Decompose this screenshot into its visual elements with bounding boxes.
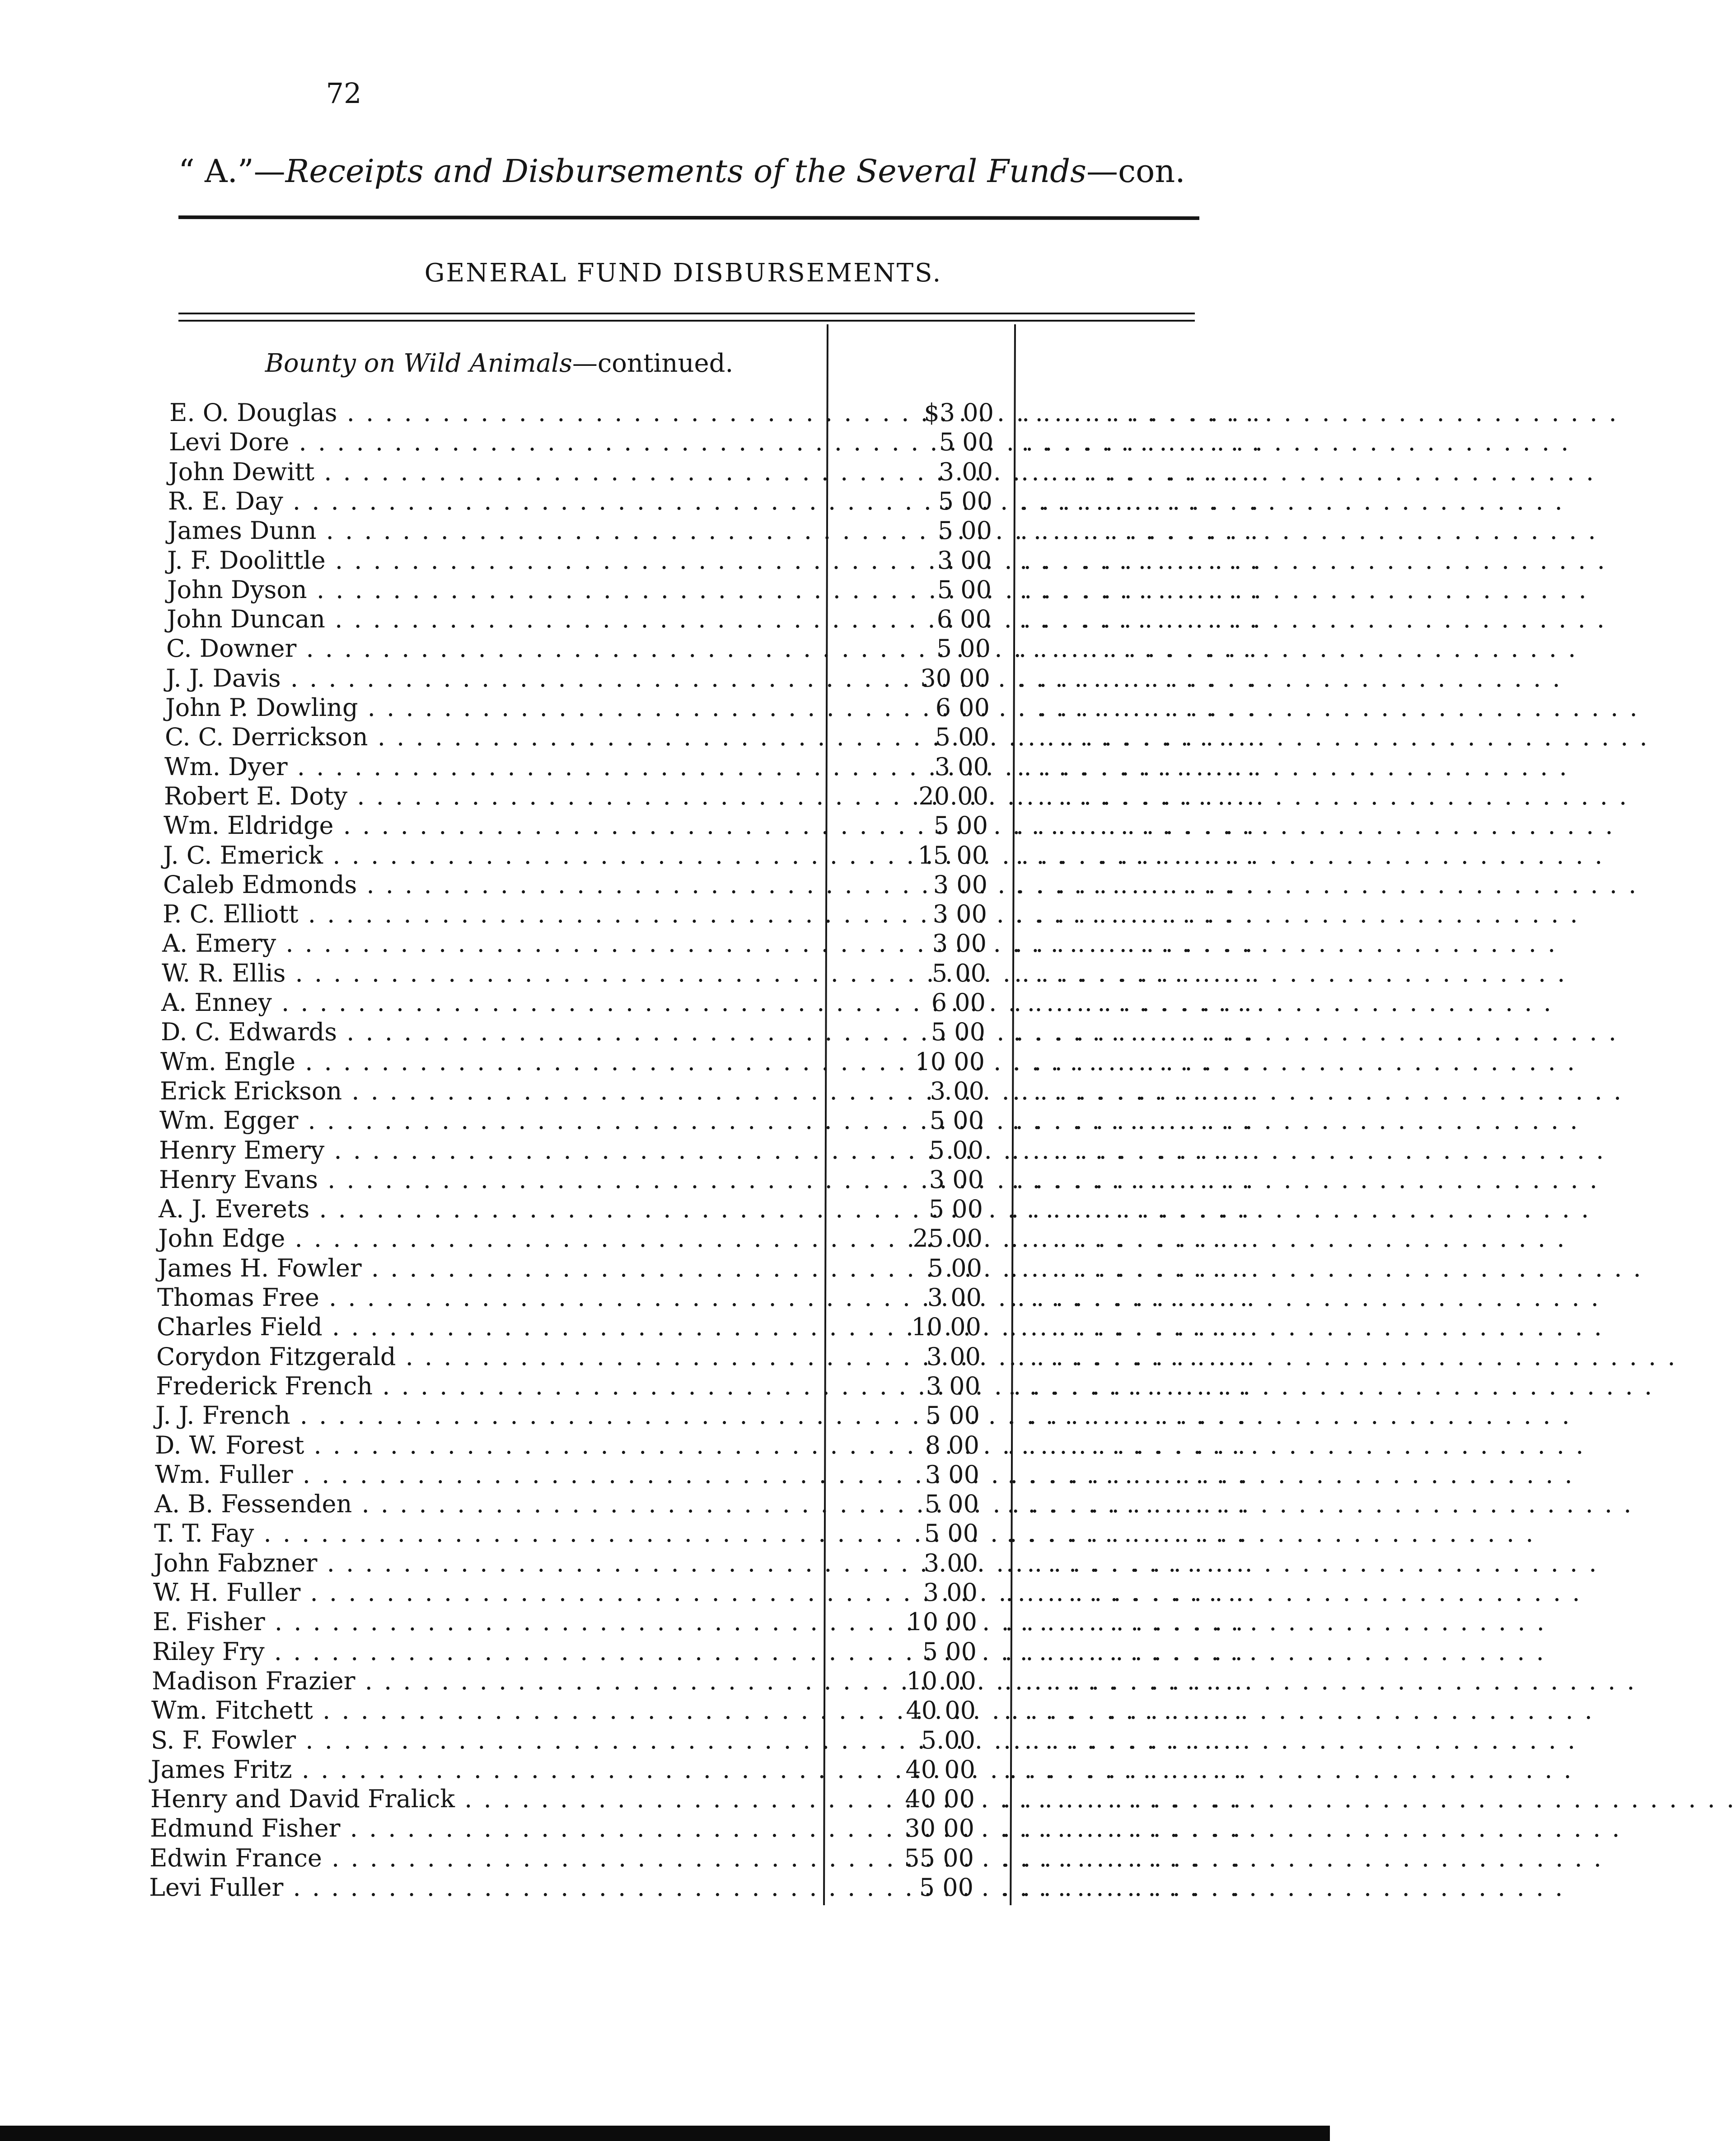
blank-column-leaders: . . . . . . . . . . . . bbox=[1017, 753, 1258, 781]
payment-amount: 5 00 bbox=[939, 428, 993, 456]
blank-column-leaders: . . . . . . . . . . . . bbox=[1019, 634, 1259, 663]
payee-name: A. B. Fessenden . . . bbox=[154, 1490, 810, 1519]
blank-column-leaders: . . . . . . . . . . . . bbox=[1021, 428, 1262, 456]
payee-name: J. C. Emerick . . . bbox=[163, 841, 818, 870]
payee-name: C. C. Derrickson . . . bbox=[165, 723, 820, 752]
blank-column-leaders: . . . . . . . . . . . . bbox=[1015, 929, 1255, 958]
payment-amount: 10 00 bbox=[911, 1313, 981, 1341]
payment-amount: 5 00 bbox=[929, 1106, 984, 1135]
payee-name: Robert E. Doty . . . bbox=[164, 782, 819, 811]
payment-amount: 6 00 bbox=[935, 693, 990, 722]
page-heading bbox=[178, 153, 1195, 190]
payment-amount: 3 00 bbox=[926, 1372, 980, 1400]
blank-column-leaders: . . . . . . . . . . . . bbox=[1003, 1726, 1244, 1754]
payee-name: Wm. Fitchett . . . bbox=[151, 1696, 806, 1725]
heading-title: Receipts and Disbursements of the Several Funds bbox=[285, 153, 1086, 190]
payee-name: Wm. Eldridge . . . bbox=[164, 811, 819, 840]
blank-column-leaders: . . . . . . . . . . . . bbox=[1009, 1313, 1250, 1341]
page-edge bbox=[0, 2126, 1330, 2141]
payment-amount: 3 00 bbox=[932, 900, 987, 928]
blank-column-leaders: . . . . . . . . . . . . bbox=[1008, 1372, 1249, 1400]
payee-name: James H. Fowler . . . bbox=[158, 1254, 813, 1283]
payee-name: Wm. Engle . . . bbox=[160, 1047, 815, 1076]
blank-column-leaders: . . . . . . . . . . . . bbox=[1011, 1136, 1252, 1164]
heading-rule bbox=[178, 215, 1199, 220]
payment-amount: 3 00 bbox=[927, 1283, 982, 1312]
payee-name: Henry and David Fralick . . . bbox=[150, 1785, 805, 1814]
payment-amount: 3 00 bbox=[932, 929, 987, 958]
payment-amount: $3 00 bbox=[924, 398, 994, 427]
payee-name: John Dewitt . . . bbox=[168, 458, 824, 486]
payee-name: D. W. Forest . . . bbox=[155, 1431, 810, 1460]
payment-amount: 3 00 bbox=[938, 458, 993, 486]
blank-column-leaders: . . . . . . . . . . . . bbox=[1004, 1696, 1245, 1725]
payee-name: W. H. Fuller . . . bbox=[153, 1578, 808, 1607]
subheading-suffix: —continued. bbox=[572, 349, 734, 378]
blank-column-leaders: . . . . . . . . . . . . bbox=[1006, 1549, 1247, 1577]
payee-name: Wm. Dyer . . . bbox=[164, 753, 819, 781]
payment-amount: 5 00 bbox=[935, 723, 989, 751]
payment-amount: 55 00 bbox=[904, 1844, 974, 1872]
payee-name: J. F. Doolittle . . . bbox=[167, 546, 822, 575]
blank-column-leaders: . . . . . . . . . . . . bbox=[1010, 1283, 1250, 1312]
blank-column-leaders: . . . . . . . . . . . . bbox=[1008, 1401, 1249, 1430]
payment-amount: 5 00 bbox=[933, 811, 988, 840]
blank-column-leaders: . . . . . . . . . . . . bbox=[1020, 516, 1261, 545]
blank-column-leaders: . . . . . . . . . . . . bbox=[1021, 458, 1262, 486]
payment-amount: 5 00 bbox=[937, 516, 992, 545]
payment-amount: 3 00 bbox=[923, 1549, 978, 1577]
blank-column-leaders: . . . . . . . . . . . . bbox=[1007, 1490, 1248, 1518]
blank-column-leaders: . . . . . . . . . . . . bbox=[1014, 988, 1254, 1017]
payment-amount: 6 00 bbox=[931, 988, 986, 1017]
blank-column-leaders: . . . . . . . . . . . . bbox=[1018, 693, 1259, 722]
payment-amount: 5 00 bbox=[922, 1637, 977, 1666]
blank-column-leaders: . . . . . . . . . . . . bbox=[1002, 1814, 1243, 1842]
blank-column-leaders: . . . . . . . . . . . . bbox=[1007, 1431, 1248, 1459]
blank-column-leaders: . . . . . . . . . . . . bbox=[1011, 1195, 1252, 1223]
blank-column-leaders: . . . . . . . . . . . . bbox=[1016, 811, 1257, 840]
payment-amount: 8 00 bbox=[925, 1431, 979, 1459]
payee-name: John P. Dowling . . . bbox=[165, 693, 820, 722]
payee-name: Henry Emery . . . bbox=[159, 1136, 814, 1165]
payee-name: Caleb Edmonds . . . bbox=[163, 870, 818, 899]
blank-column-leaders: . . . . . . . . . . . . bbox=[1019, 605, 1260, 633]
payee-name: C. Downer . . . bbox=[166, 634, 821, 663]
heading-suffix: —con. bbox=[1086, 153, 1185, 190]
double-rule-top bbox=[178, 313, 1195, 314]
blank-column-leaders: . . . . . . . . . . . . bbox=[1006, 1578, 1246, 1607]
blank-column-leaders: . . . . . . . . . . . . bbox=[1020, 575, 1260, 604]
blank-column-leaders: . . . . . . . . . . . . bbox=[1012, 1077, 1253, 1105]
blank-column-leaders: . . . . . . . . . . . . bbox=[1015, 900, 1256, 928]
payment-amount: 5 00 bbox=[937, 575, 992, 604]
payment-amount: 40 00 bbox=[906, 1696, 976, 1725]
payment-amount: 25 00 bbox=[912, 1224, 983, 1253]
payee-name: Thomas Free . . . bbox=[157, 1283, 812, 1312]
subheading-title: Bounty on Wild Animals bbox=[265, 349, 572, 378]
payee-name: Levi Dore . . . bbox=[169, 428, 824, 457]
payee-name: J. J. French . . . bbox=[155, 1401, 810, 1430]
blank-column-leaders: . . . . . . . . . . . . bbox=[1003, 1785, 1244, 1813]
payee-name: E. Fisher . . . bbox=[153, 1608, 808, 1636]
payee-name: T. T. Fay . . . bbox=[154, 1519, 809, 1548]
blank-column-leaders: . . . . . . . . . . . . bbox=[1004, 1667, 1245, 1695]
blank-column-leaders: . . . . . . . . . . . . bbox=[1012, 1106, 1253, 1135]
payee-name: Levi Fuller . . . bbox=[149, 1873, 804, 1902]
blank-column-leaders: . . . . . . . . . . . . bbox=[1018, 664, 1259, 692]
payee-name: James Dunn . . . bbox=[168, 516, 823, 545]
payee-name: Corydon Fitzgerald . . . bbox=[156, 1342, 811, 1371]
blank-column-leaders: . . . . . . . . . . . . bbox=[1003, 1755, 1244, 1784]
blank-column-leaders: . . . . . . . . . . . . bbox=[1011, 1165, 1252, 1194]
payment-amount: 5 00 bbox=[936, 634, 991, 663]
blank-column-leaders: . . . . . . . . . . . . bbox=[1013, 1047, 1254, 1076]
payment-amount: 3 00 bbox=[933, 870, 987, 899]
blank-column-leaders: . . . . . . . . . . . . bbox=[1009, 1342, 1249, 1371]
payee-name: Henry Evans . . . bbox=[159, 1165, 814, 1194]
payee-name: Charles Field . . . bbox=[157, 1313, 812, 1342]
payee-name: J. J. Davis . . . bbox=[166, 664, 821, 693]
payment-amount: 6 00 bbox=[936, 605, 991, 633]
payment-amount: 3 00 bbox=[937, 546, 992, 575]
payment-amount: 5 00 bbox=[938, 487, 992, 515]
payment-amount: 3 00 bbox=[930, 1077, 984, 1105]
blank-column-leaders: . . . . . . . . . . . . bbox=[1013, 1018, 1254, 1046]
section-title: GENERAL FUND DISBURSEMENTS. bbox=[424, 258, 942, 288]
payment-amount: 5 00 bbox=[924, 1490, 979, 1518]
payment-amount: 3 00 bbox=[929, 1165, 983, 1194]
payee-name: D. C. Edwards . . . bbox=[161, 1018, 816, 1047]
payee-name: Edmund Fisher . . . bbox=[150, 1814, 805, 1843]
payee-name: John Dyson . . . bbox=[167, 575, 822, 604]
payment-amount: 30 00 bbox=[904, 1814, 974, 1842]
blank-column-leaders: . . . . . . . . . . . . bbox=[1010, 1254, 1251, 1282]
payee-name: John Duncan . . . bbox=[167, 605, 822, 634]
payment-amount: 10 00 bbox=[915, 1047, 985, 1076]
payee-name: R. E. Day . . . bbox=[168, 487, 823, 516]
page-number: 72 bbox=[326, 77, 362, 110]
blank-column-leaders: . . . . . . . . . . . . bbox=[1014, 959, 1255, 987]
payment-amount: 3 00 bbox=[923, 1578, 978, 1607]
payee-name: A. Enney . . . bbox=[161, 988, 816, 1017]
payee-name: A. Emery . . . bbox=[162, 929, 817, 958]
payee-name: W. R. Ellis . . . bbox=[162, 959, 817, 988]
double-rule-bottom bbox=[178, 320, 1195, 322]
payee-name: James Fritz . . . bbox=[151, 1755, 806, 1784]
blank-column-leaders: . . . . . . . . . . . . bbox=[1016, 782, 1257, 810]
payee-name: Madison Frazier . . . bbox=[152, 1667, 807, 1696]
payment-amount: 5 00 bbox=[929, 1136, 983, 1164]
payment-amount: 10 00 bbox=[906, 1667, 976, 1695]
blank-column-leaders: . . . . . . . . . . . . bbox=[1020, 487, 1261, 515]
payee-name: Wm. Fuller . . . bbox=[155, 1460, 810, 1489]
payment-amount: 10 00 bbox=[907, 1608, 977, 1636]
heading-prefix: “ A.”— bbox=[178, 153, 285, 190]
blank-column-leaders: . . . . . . . . . . . . bbox=[1015, 841, 1256, 869]
blank-column-leaders: . . . . . . . . . . . . bbox=[1015, 870, 1256, 899]
blank-column-leaders: . . . . . . . . . . . . bbox=[1005, 1637, 1245, 1666]
payee-name: A. J. Everets . . . bbox=[159, 1195, 814, 1224]
payment-amount: 5 00 bbox=[924, 1519, 978, 1547]
payee-name: S. F. Fowler . . . bbox=[151, 1726, 806, 1755]
payment-amount: 5 00 bbox=[921, 1726, 975, 1754]
payee-name: John Fabzner . . . bbox=[154, 1549, 809, 1578]
blank-column-leaders: . . . . . . . . . . . . bbox=[1007, 1460, 1248, 1489]
payment-amount: 5 00 bbox=[927, 1254, 982, 1282]
blank-column-leaders: . . . . . . . . . . . . bbox=[1002, 1844, 1243, 1872]
payee-name: P. C. Elliott . . . bbox=[163, 900, 818, 929]
payment-amount: 5 00 bbox=[928, 1195, 983, 1223]
payee-name: John Edge . . . bbox=[158, 1224, 813, 1253]
payment-amount: 40 00 bbox=[905, 1755, 975, 1784]
blank-column-leaders: . . . . . . . . . . . . bbox=[1020, 546, 1260, 575]
blank-column-leaders: . . . . . . . . . . . . bbox=[1022, 398, 1263, 427]
payment-amount: 3 00 bbox=[934, 753, 989, 781]
payment-amount: 5 00 bbox=[925, 1401, 980, 1430]
payment-amount: 3 00 bbox=[925, 1460, 979, 1489]
table-subheading bbox=[178, 349, 820, 378]
blank-column-leaders: . . . . . . . . . . . . bbox=[1001, 1873, 1242, 1902]
payment-amount: 5 00 bbox=[931, 959, 986, 987]
blank-column-leaders: . . . . . . . . . . . . bbox=[1005, 1608, 1246, 1636]
blank-column-leaders: . . . . . . . . . . . . bbox=[1017, 723, 1258, 751]
payment-amount: 20 00 bbox=[918, 782, 988, 810]
blank-column-leaders: . . . . . . . . . . . . bbox=[1011, 1224, 1251, 1253]
payee-name: Wm. Egger . . . bbox=[159, 1106, 814, 1135]
payment-amount: 30 00 bbox=[920, 664, 990, 692]
payment-amount: 15 00 bbox=[917, 841, 987, 869]
payment-amount: 5 00 bbox=[931, 1018, 985, 1046]
blank-column-leaders: . . . . . . . . . . . . bbox=[1006, 1519, 1247, 1547]
payee-name: Frederick French . . . bbox=[156, 1372, 811, 1401]
payment-amount: 5 00 bbox=[919, 1873, 973, 1902]
payment-amount: 3 00 bbox=[926, 1342, 981, 1371]
payee-name: Edwin France . . . bbox=[150, 1844, 805, 1873]
payment-amount: 40 00 bbox=[905, 1785, 975, 1813]
payee-name: Riley Fry . . . bbox=[152, 1637, 807, 1666]
payee-name: E. O. Douglas . . . bbox=[169, 398, 824, 427]
payee-name: Erick Erickson . . . bbox=[160, 1077, 815, 1106]
